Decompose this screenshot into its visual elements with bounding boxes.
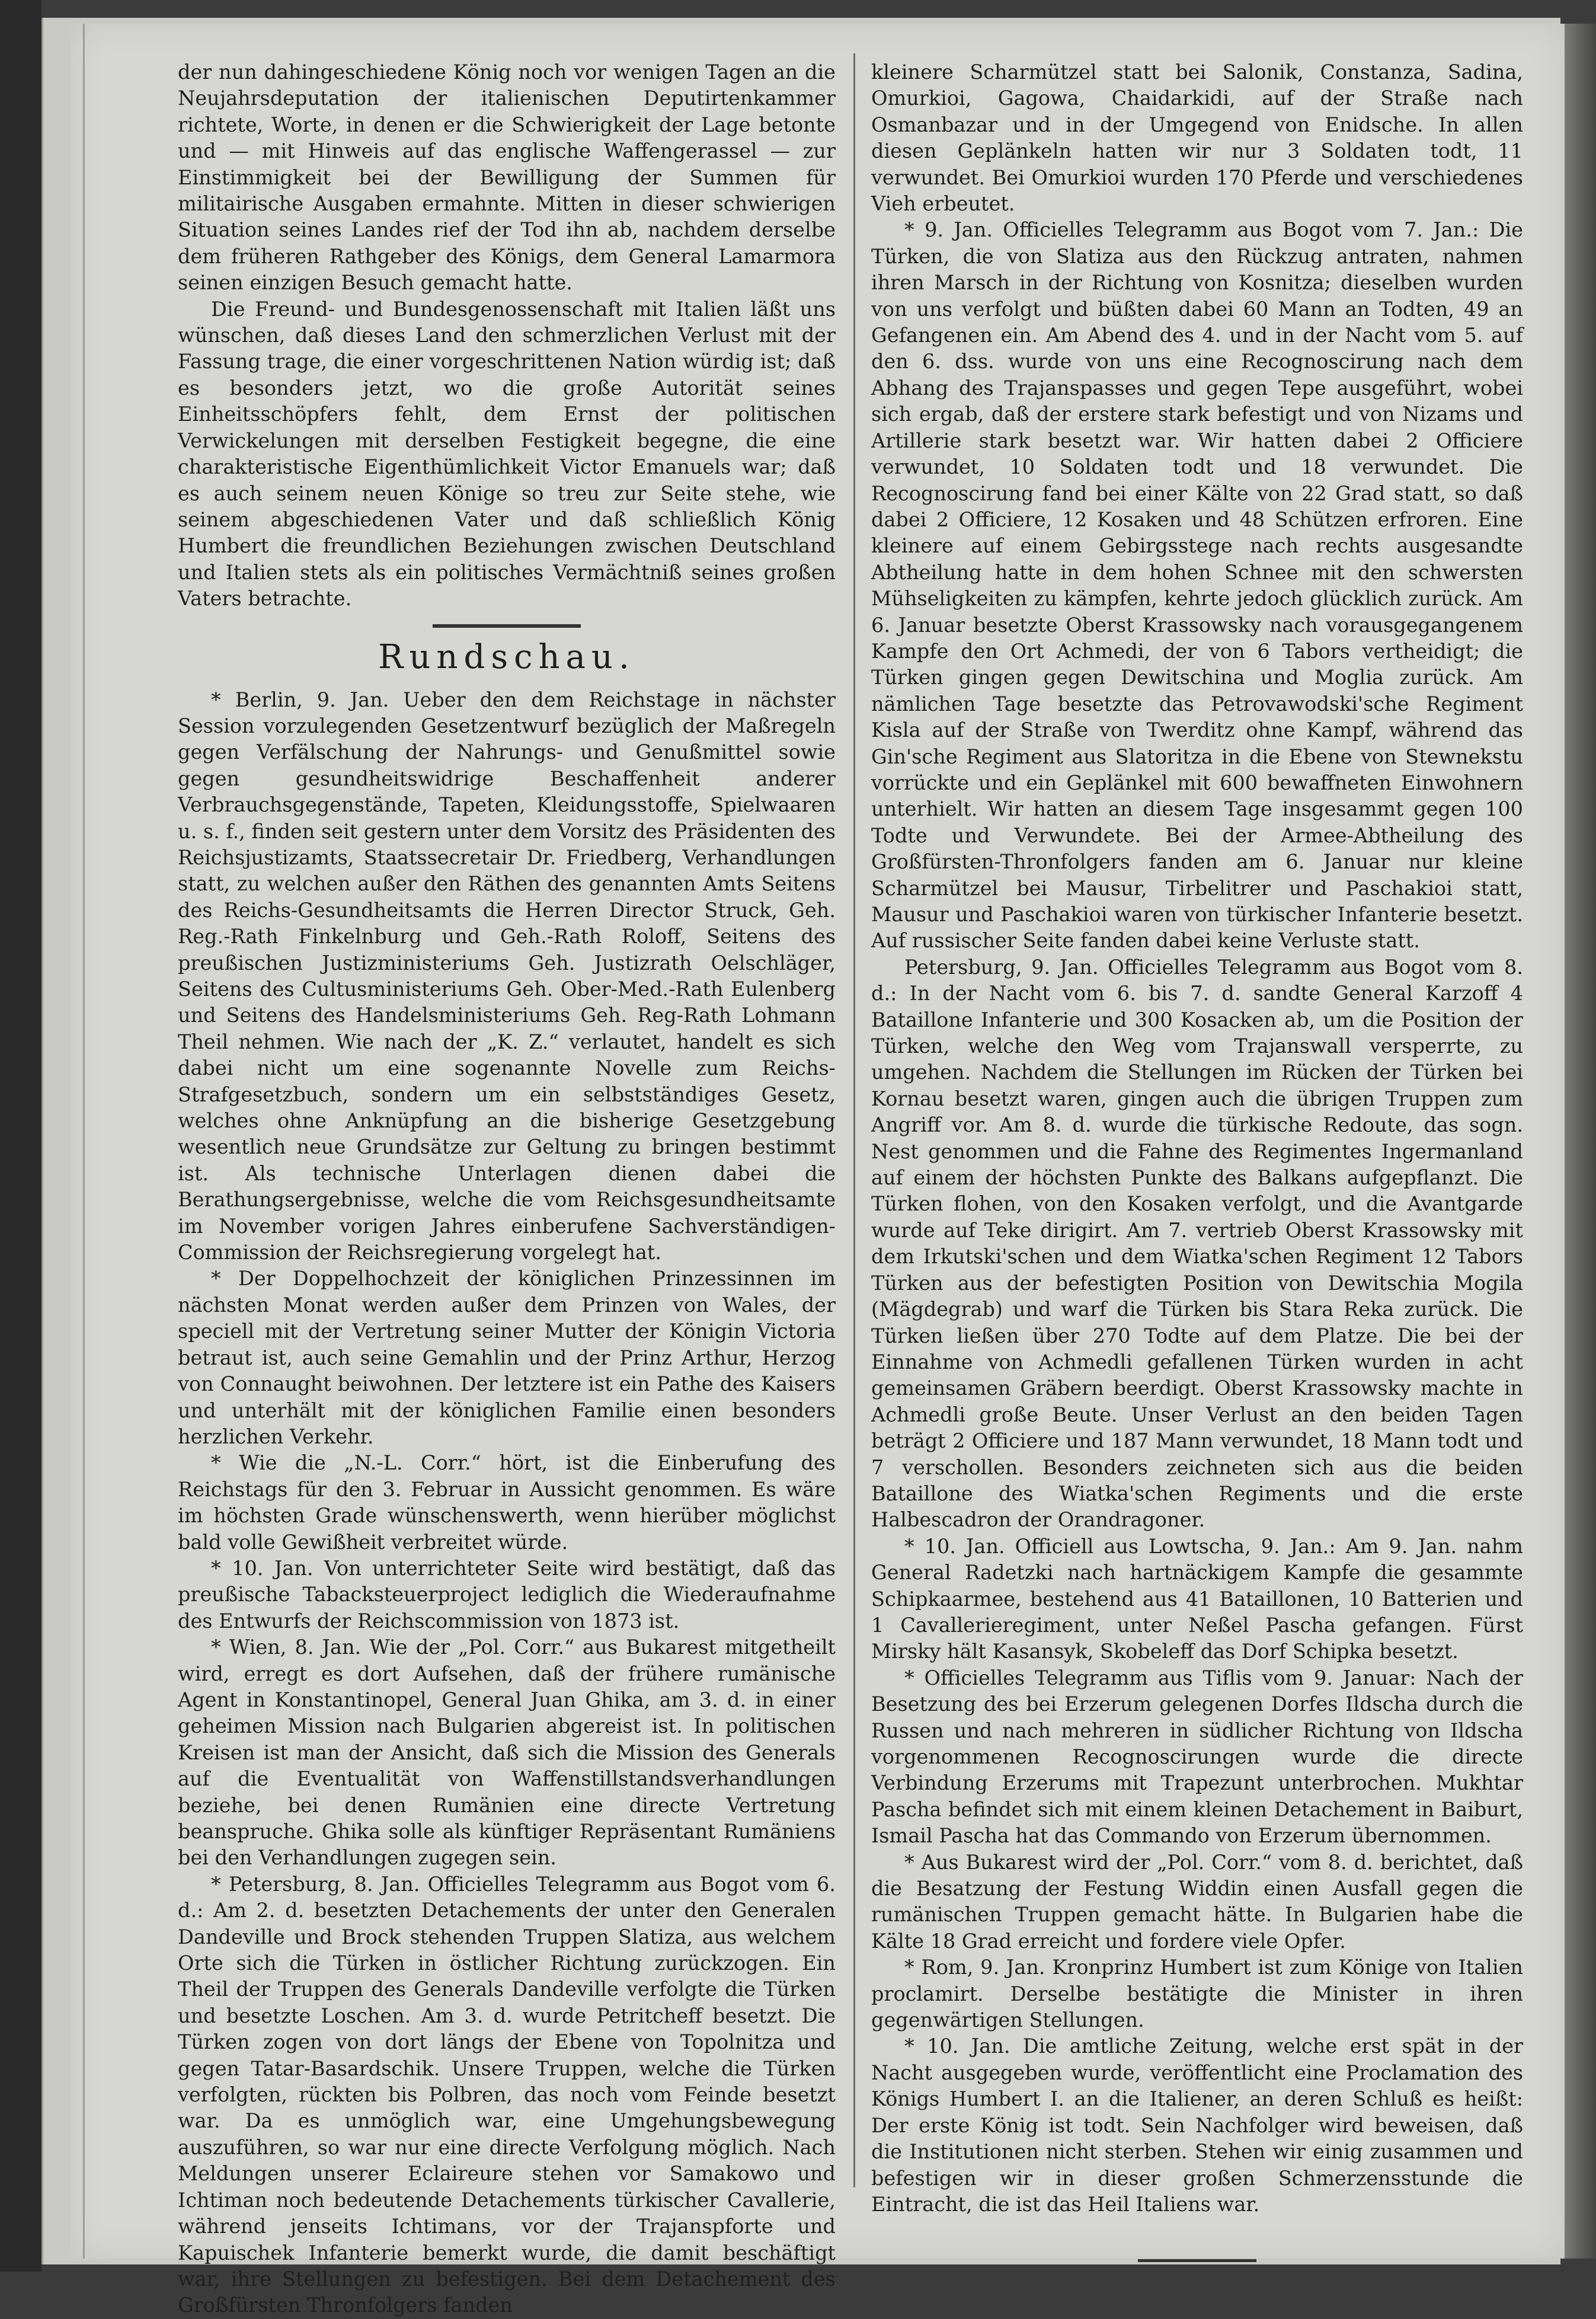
article-wien: * Wien, 8. Jan. Wie der „Pol. Corr.“ aus Bukarest mitgetheilt wird, erregt es dort Aufsehen, daß der frühere rumänische Agent in Konstantinopel, General Juan Ghika, am 3. d. in einer geheimen Mission nach Bulgarien abgereist ist. In politischen Kreisen ist man der Ansicht, daß sich die Mission des Generals auf die Eventualität von Waffenstillstandsverhandlungen beziehe, bei denen Rumänien eine directe Vertretung beanspruche. Ghika solle als künftiger Repräsentant Rumäniens bei den Verhandlungen zugegen sein. <box>178 1636 836 1870</box>
article-bukarest: * Aus Bukarest wird der „Pol. Corr.“ vom 8. d. berichtet, daß die Besatzung der Festung Widdin einen Ausfall gegen die rumänischen Truppen gemacht hätte. In Bulgarien habe die Kälte 18 Grad erreicht und fordere viele Opfer. <box>871 1850 1523 1953</box>
intro-paragraph-2: Die Freund- und Bundesgenossenschaft mit Italien läßt uns wünschen, daß dieses Land den schmerzlichen Verlust mit der Fassung trage, die einer vorgeschrittenen Nation würdig ist; daß es besonders jetzt, wo die große Autorität seines Einheitsschöpfers fehlt, dem Ernst der politischen Verwickelungen mit derselben Festigkeit begegne, die eine charakteristische Eigenthümlichkeit Victor Emanuels war; daß es auch seinem neuen Könige so treu zur Seite stehe, wie seinem abgeschiedenen Vater und daß schließlich König Humbert die freundlichen Beziehungen zwischen Deutschland und Italien stets als ein politisches Vermächtniß seines großen Vaters betrachte. <box>178 297 836 611</box>
article-petersburg-9: Petersburg, 9. Jan. Officielles Telegramm aus Bogot vom 8. d.: In der Nacht vom 6. bis 7. d. sandte General Karzoff 4 Bataillone Infanterie und 300 Kosacken ab, um die Position der Türken, welche den Weg vom Trajanswall versperrte, zu umgehen. Nachdem die Stellungen im Rücken der Türken bei Kornau besetzt waren, gingen auch die übrigen Truppen zum Angriff vor. Am 8. d. wurde die türkische Redoute, das sogn. Nest genommen und die Fahne des Regimentes Ingermanland auf einem der höchsten Punkte des Balkans aufgepflanzt. Die Türken flohen, von den Kosaken verfolgt, und die Avantgarde wurde auf Teke dirigirt. Am 7. vertrieb Oberst Krassowsky mit dem Irkutski'schen und dem Wiatka'schen Regiment 12 Tabors Türken aus der befestigten Position von Dewitschia Mogila (Mägdegrab) und warf die Türken bis Stara Reka zurück. Die Türken ließen über 270 Todte auf dem Platze. Die bei der Einnahme von Achmedli gefallenen Türken wurden in acht gemeinsamen Gräbern beerdigt. Oberst Krassowsky machte in Achmedli große Beute. Unser Verlust an den beiden Tagen beträgt 2 Officiere und 187 Mann verwundet, 18 Mann todt und 7 verschollen. Besonders zeichneten sich aus die beiden Bataillone des Wiatka'schen Regiments und die erste Halbescadron der Orandragoner. <box>871 955 1523 1532</box>
article-reichstag: * Wie die „N.-L. Corr.“ hört, ist die Einberufung des Reichstags für den 3. Februar in Aussicht genommen. Es wäre im höchsten Grade wünschenswerth, wenn hierüber möglichst bald volle Gewißheit verbreitet würde. <box>178 1451 836 1554</box>
article-rom: * Rom, 9. Jan. Kronprinz Humbert ist zum Könige von Italien proclamirt. Derselbe bestätigte die Minister in ihren gegenwärtigen Stellungen. <box>871 1956 1523 2032</box>
article-scharmuetzel: kleinere Scharmützel statt bei Salonik, Constanza, Sadina, Omurkioi, Gagowa, Chaidarkidi, auf der Straße nach Osmanbazar und in der Umgegend von Enidsche. In allen diesen Geplänkeln hatten wir nur 3 Soldaten todt, 11 verwundet. Bei Omurkioi wurden 170 Pferde und verschiedenes Vieh erbeutet. <box>871 60 1523 216</box>
article-proclamation: * 10. Jan. Die amtliche Zeitung, welche erst spät in der Nacht ausgegeben wurde, veröffentlicht eine Proclamation des Königs Humbert I. an die Italiener, an deren Schluß es heißt: Der erste König ist todt. Sein Nachfolger wird beweisen, daß die Institutionen nicht sterben. Stehen wir einig zusammen und befestigen wir in dieser großen Schmerzensstunde die Eintracht, die ist das Heil Italiens war. <box>871 2034 1523 2216</box>
left-column <box>178 59 836 2319</box>
binding-line <box>83 24 85 2259</box>
end-rule <box>1138 2259 1256 2262</box>
section-divider <box>433 624 581 628</box>
right-column <box>871 59 1523 2262</box>
scan-border-right <box>1565 24 1596 2259</box>
column-divider <box>853 53 855 2187</box>
scan-border-left <box>0 0 41 2272</box>
section-title: Rundschau. <box>378 637 635 676</box>
intro-paragraph-1: der nun dahingeschiedene König noch vor wenigen Tagen an die Neujahrsdeputation der italienischen Deputirtenkammer richtete, Worte, in denen er die Schwierigkeit der Lage betonte und — mit Hinweis auf das englische Waffengerassel — zur Einstimmigkeit bei der Bewilligung der Summen für militairische Ausgaben ermahnte. Mitten in dieser schwierigen Situation seines Landes rief der Tod ihn ab, nachdem derselbe dem früheren Rathgeber des Königs, dem General Lamarmora seinen einzigen Besuch gemacht hatte. <box>178 60 836 295</box>
article-tiflis: * Officielles Telegramm aus Tiflis vom 9. Januar: Nach der Besetzung des bei Erzerum gelegenen Dorfes Ildscha durch die Russen und nach mehreren in südlicher Richtung von Ildscha vorgenommenen Recognoscirungen wurde die directe Verbindung Erzerums mit Trapezunt unterbrochen. Mukhtar Pascha befindet sich mit einem kleinen Detachement in Baiburt, Ismail Pascha hat das Commando von Erzerum übernommen. <box>871 1666 1523 1848</box>
article-berlin: * Berlin, 9. Jan. Ueber den dem Reichstage in nächster Session vorzulegenden Gesetzentwurf bezüglich der Maßregeln gegen Verfälschung der Nahrungs- und Genußmittel sowie gegen gesundheitswidrige Beschaffenheit anderer Verbrauchsgegenstände, Tapeten, Kleidungsstoffe, Spielwaaren u. s. f., finden seit gestern unter dem Vorsitz des Präsidenten des Reichsjustizamts, Staatssecretair Dr. Friedberg, Verhandlungen statt, zu welchen außer den Räthen des genannten Amts Seitens des Reichs-Gesundheitsamts die Herren Director Struck, Geh. Reg.-Rath Finkelnburg und Geh.-Rath Roloff, Seitens des preußischen Justizministeriums Geh. Justizrath Oelschläger, Seitens des Cultusministeriums Geh. Ober-Med.-Rath Eulenberg und Seitens des Handelsministeriums Geh. Reg-Rath Lohmann Theil nehmen. Wie nach der „K. Z.“ verlautet, handelt es sich dabei nicht um eine sogenannte Novelle zum Reichs-Strafgesetzbuch, sondern um ein selbstständiges Gesetz, welches ohne Anknüpfung an die bisherige Gesetzgebung wesentlich neue Grundsätze zur Geltung zu bringen bestimmt ist. Als technische Unterlagen dienen dabei die Berathungsergebnisse, welche die vom Reichsgesundheitsamte im November vorigen Jahres einberufene Sachverständigen-Commission der Reichsregierung vorgelegt hat. <box>178 688 836 1264</box>
article-bogot-7: * 9. Jan. Officielles Telegramm aus Bogot vom 7. Jan.: Die Türken, die von Slatiza aus den Rückzug antraten, nahmen ihren Marsch in der Richtung von Kosnitza; dieselben wurden von uns verfolgt und büßten dabei 60 Mann an Todten, 49 an Gefangenen ein. Am Abend des 4. und in der Nacht vom 5. auf den 6. dss. wurde von uns eine Recognoscirung nach dem Abhang des Trajanspasses und gegen Tepe ausgeführt, wobei sich ergab, daß der erstere stark befestigt und von Nizams und Artillerie stark besetzt war. Wir hatten dabei 2 Officiere verwundet, 10 Soldaten todt und 18 verwundet. Die Recognoscirung fand bei einer Kälte von 22 Grad statt, so daß dabei 2 Officiere, 12 Kosaken und 48 Schützen erfroren. Eine kleinere auf einem Gebirgsstege nach rechts ausgesandte Abtheilung hatte in dem hohen Schnee mit den schwersten Mühseligkeiten zu kämpfen, kehrte jedoch glücklich zurück. Am 6. Januar besetzte Oberst Krassowsky nach vorausgegangenem Kampfe den Ort Achmedi, der von 6 Tabors vertheidigt; die Türken gingen gegen Dewitschina und Moglia zurück. Am nämlichen Tage besetzte das Petrovawodski'sche Regiment Kisla auf der Straße von Twerditz ohne Kampf, während das Gin'sche Regiment aus Slatoritza in die Ebene von Stewnekstu vorrückte und ein Geplänkel mit 600 bewaffneten Einwohnern unterhielt. Wir hatten an diesem Tage insgesammt gegen 100 Todte und Verwundete. Bei der Armee-Abtheilung des Großfürsten-Thronfolgers fanden am 6. Januar nur kleine Scharmützel bei Mausur, Tirbelitrer und Paschakioi statt, Mausur und Paschakioi waren von türkischer Infanterie besetzt. Auf russischer Seite fanden dabei keine Verluste statt. <box>871 218 1523 953</box>
article-petersburg-8: * Petersburg, 8. Jan. Officielles Telegramm aus Bogot vom 6. d.: Am 2. d. besetzten Detachements der unter den Generalen Dandeville und Brock stehenden Truppen Slatiza, aus welchem Orte sich die Türken in östlicher Richtung zurückzogen. Ein Theil der Truppen des Generals Dandeville verfolgte die Türken und besetzte Loschen. Am 3. d. wurde Petritcheff besetzt. Die Türken zogen von dort längs der Ebene von Topolnitza und gegen Tatar-Basardschik. Unsere Truppen, welche die Türken verfolgten, rückten bis Polbren, das noch vom Feinde besetzt war. Da es unmöglich war, eine Umgehungsbewegung auszuführen, so war nur eine directe Verfolgung möglich. Nach Meldungen unserer Eclaireure stehen vor Samakowo und Ichtiman noch bedeutende Detachements türkischer Cavallerie, während jenseits Ichtimans, vor der Trajanspforte und Kapuischek Infanterie bemerkt wurde, die damit beschäftigt war, ihre Stellungen zu befestigen. Bei dem Detachement des Großfürsten Thronfolgers fanden <box>178 1872 836 2317</box>
article-lowtscha: * 10. Jan. Officiell aus Lowtscha, 9. Jan.: Am 9. Jan. nahm General Radetzki nach hartnäckigem Kampfe die gesammte Schipkaarmee, bestehend aus 41 Bataillonen, 10 Batterien und 1 Cavallerieregiment, unter Neßel Pascha gefangen. Fürst Mirsky hält Kasansyk, Skobeleff das Dorf Schipka besetzt. <box>871 1534 1523 1663</box>
article-tabacksteuer: * 10. Jan. Von unterrichteter Seite wird bestätigt, daß das preußische Tabacksteuerproject lediglich die Wiederaufnahme des Entwurfs der Reichscommission von 1873 ist. <box>178 1556 836 1633</box>
article-doppelhochzeit: * Der Doppelhochzeit der königlichen Prinzessinnen im nächsten Monat werden außer dem Prinzen von Wales, der speciell mit der Vertretung seiner Mutter der Königin Victoria betraut ist, auch seine Gemahlin und der Prinz Arthur, Herzog von Connaught beiwohnen. Der letztere ist ein Pathe des Kaisers und unterhält mit der königlichen Familie einen besonders herzlichen Verkehr. <box>178 1267 836 1448</box>
